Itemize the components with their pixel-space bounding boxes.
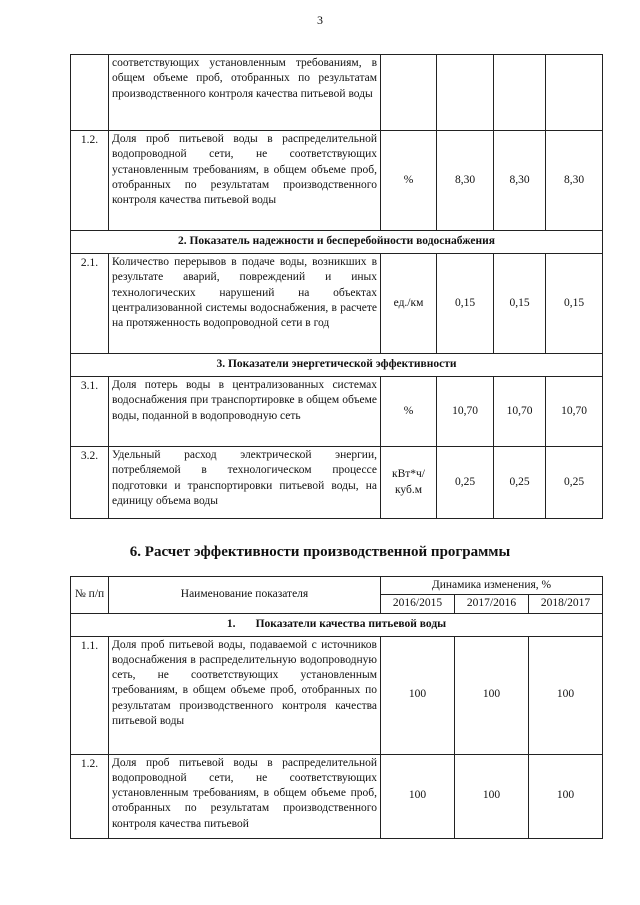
table-row (71, 377, 603, 447)
table-row (71, 447, 603, 519)
row-value-2018: 0,15 (546, 254, 603, 354)
table-row (71, 254, 603, 354)
row-description: Количество перерывов в подаче воды, возникших в результате аварий, повреждений и иных технологических нарушений на объектах централизованной системы водоснабжения, в расчете на протяженность водопроводной сети в год (109, 254, 381, 354)
row-number: 1.2. (71, 754, 109, 838)
section-title: 3. Показатели энергетической эффективности (71, 354, 603, 377)
col-header-number: № п/п (71, 577, 109, 614)
indicators-table (70, 54, 603, 519)
section-label: Показатели качества питьевой воды (255, 617, 447, 630)
row-value-2017: 8,30 (494, 131, 546, 231)
row-value-2018: 8,30 (546, 131, 603, 231)
efficiency-table (70, 576, 603, 839)
section-header-row (71, 613, 603, 636)
section-heading: 6. Расчет эффективности производственной программы (129, 544, 511, 560)
header-row (71, 577, 603, 595)
row-value-2016: 0,15 (437, 254, 494, 354)
row-value-2017: 0,15 (494, 254, 546, 354)
row-number: 1.2. (71, 131, 109, 231)
row-value-2017: 100 (455, 636, 529, 754)
table-row (71, 754, 603, 838)
row-description: Доля проб питьевой воды в распределительной водопроводной сети, не соответствующих установленным требованиям, в общем объеме проб, отобранных по результатам производственного контроля качества питьевой воды (109, 131, 381, 231)
row-value-2016: 8,30 (437, 131, 494, 231)
table-row (71, 131, 603, 231)
row-value-2016 (437, 55, 494, 131)
col-header-name: Наименование показателя (109, 577, 381, 614)
col-header-year: 2017/2016 (455, 595, 529, 613)
col-header-dynamics: Динамика изменения, % (381, 577, 603, 595)
row-description: Удельный расход электрической энергии, потребляемой в технологическом процессе подготовки и транспортировки питьевой воды, на единицу объема воды (109, 447, 381, 519)
row-value-2018 (546, 55, 603, 131)
table-row (71, 55, 603, 131)
section-header-row (71, 354, 603, 377)
row-description: Доля проб питьевой воды, подаваемой с источников водоснабжения в распределительную водопроводную сеть, не соответствующих установленным требованиям, в общем объеме проб, отобранных по результатам производственного контроля качества питьевой воды (109, 636, 381, 754)
section-header-row (71, 231, 603, 254)
row-value-2018: 0,25 (546, 447, 603, 519)
row-unit (381, 55, 437, 131)
table-row (71, 636, 603, 754)
row-number (71, 55, 109, 131)
row-value-2018: 10,70 (546, 377, 603, 447)
row-value-2016: 0,25 (437, 447, 494, 519)
row-unit: ед./км (381, 254, 437, 354)
row-number: 3.2. (71, 447, 109, 519)
col-header-year: 2018/2017 (529, 595, 603, 613)
section-title (71, 613, 603, 636)
row-description: Доля потерь воды в централизованных системах водоснабжения при транспортировке в общем объеме воды, поданной в водопроводную сеть (109, 377, 381, 447)
row-description: Доля проб питьевой воды в распределительной водопроводной сети, не соответствующих установленным требованиям, в общем объеме проб, отобранных по результатам производственного контроля качества питьевой (109, 754, 381, 838)
section-title: 2. Показатель надежности и бесперебойности водоснабжения (71, 231, 603, 254)
row-number: 3.1. (71, 377, 109, 447)
section-number: 1. (226, 617, 236, 630)
row-value-2018: 100 (529, 754, 603, 838)
row-value-2017: 0,25 (494, 447, 546, 519)
row-number: 1.1. (71, 636, 109, 754)
row-value-2017: 10,70 (494, 377, 546, 447)
page-number: 3 (317, 13, 323, 27)
row-description: соответствующих установленным требованиям, в общем объеме проб, отобранных по результатам производственного контроля качества питьевой воды (109, 55, 381, 131)
row-value-2016: 10,70 (437, 377, 494, 447)
col-header-year: 2016/2015 (381, 595, 455, 613)
row-unit: кВт*ч/ куб.м (381, 447, 437, 519)
row-value-2018: 100 (529, 636, 603, 754)
row-value-2017 (494, 55, 546, 131)
row-unit: % (381, 377, 437, 447)
row-value-2017: 100 (455, 754, 529, 838)
row-value-2016: 100 (381, 754, 455, 838)
row-number: 2.1. (71, 254, 109, 354)
row-value-2016: 100 (381, 636, 455, 754)
row-unit: % (381, 131, 437, 231)
